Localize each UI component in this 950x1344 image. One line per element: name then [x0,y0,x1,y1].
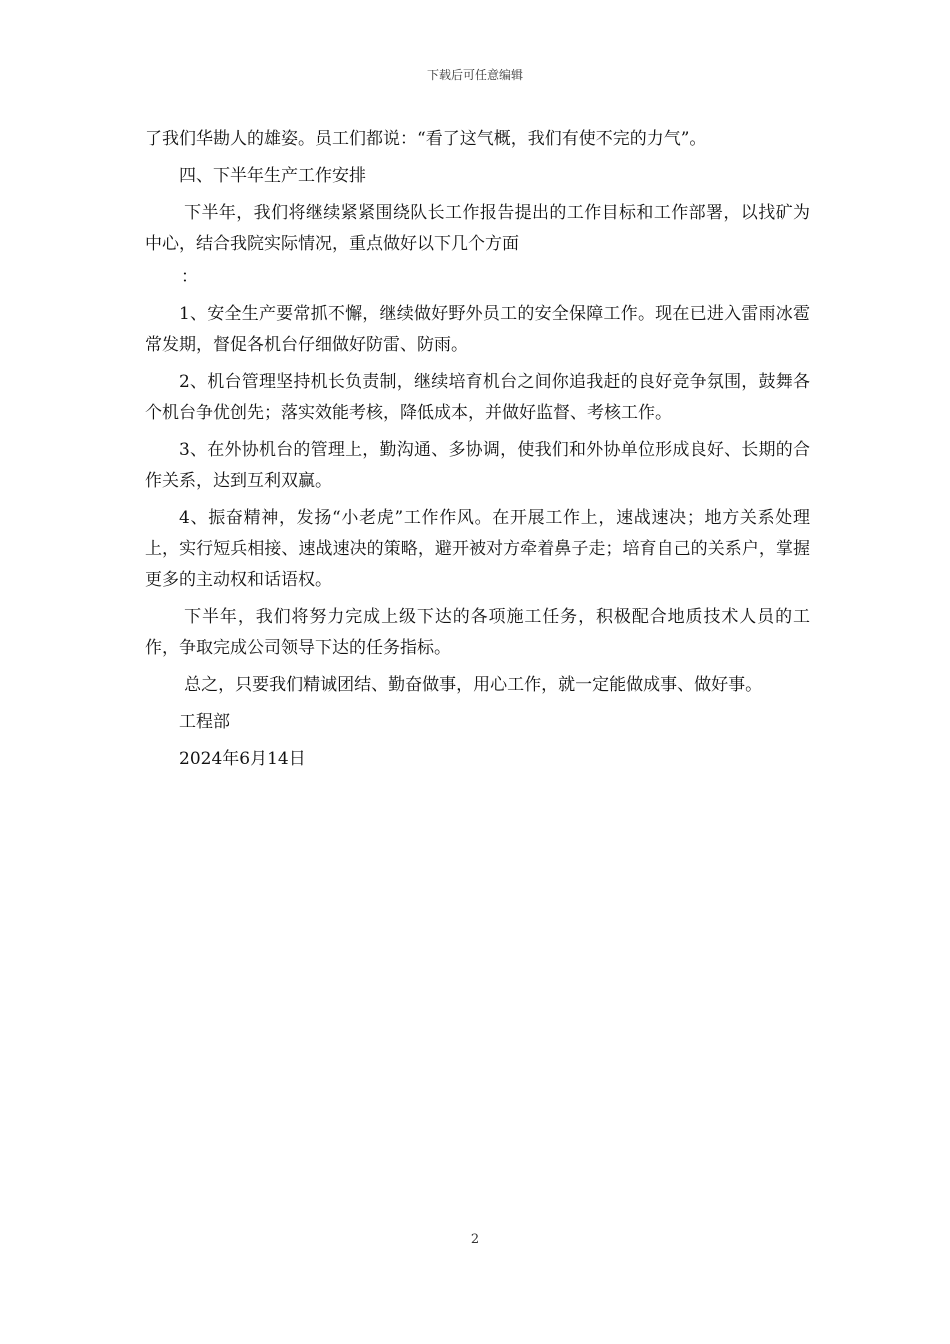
section-heading: 四、下半年生产工作安排 [179,166,366,186]
paragraph-item-1: 1、安全生产要常抓不懈，继续做好野外员工的安全保障工作。现在已进入雷雨冰雹常发期，督促各机台仔细做好防雷、防雨。 [145,304,810,355]
paragraph-colon: ： [181,267,198,287]
paragraph-summary: 下半年，我们将努力完成上级下达的各项施工任务，积极配合地质技术人员的工作，争取完成公司领导下达的任务指标。 [145,607,810,658]
paragraph-continuation: 了我们华勘人的雄姿。员工们都说：“看了这气概，我们有使不完的力气”。 [145,129,707,149]
paragraph-intro: 下半年，我们将继续紧紧围绕队长工作报告提出的工作目标和工作部署，以找矿为中心，结合我院实际情况，重点做好以下几个方面 [145,203,810,254]
signature-department: 工程部 [179,712,230,732]
paragraph-item-3: 3、在外协机台的管理上，勤沟通、多协调，使我们和外协单位形成良好、长期的合作关系，达到互利双赢。 [145,440,810,491]
document-body [145,124,810,781]
signature-date: 2024年6月14日 [179,749,306,769]
paragraph-conclusion: 总之，只要我们精诚团结、勤奋做事，用心工作，就一定能做成事、做好事。 [184,675,763,695]
page-number: 2 [470,1232,480,1247]
paragraph-item-4: 4、振奋精神，发扬“小老虎”工作作风。在开展工作上，速战速决；地方关系处理上，实行短兵相接、速战速决的策略，避开被对方牵着鼻子走；培育自己的关系户，掌握更多的主动权和话语权。 [145,508,810,590]
paragraph-item-2: 2、机台管理坚持机长负责制，继续培育机台之间你追我赶的良好竞争氛围，鼓舞各个机台争优创先；落实效能考核，降低成本，并做好监督、考核工作。 [145,372,810,423]
page-header: 下载后可任意编辑 [426,68,523,82]
